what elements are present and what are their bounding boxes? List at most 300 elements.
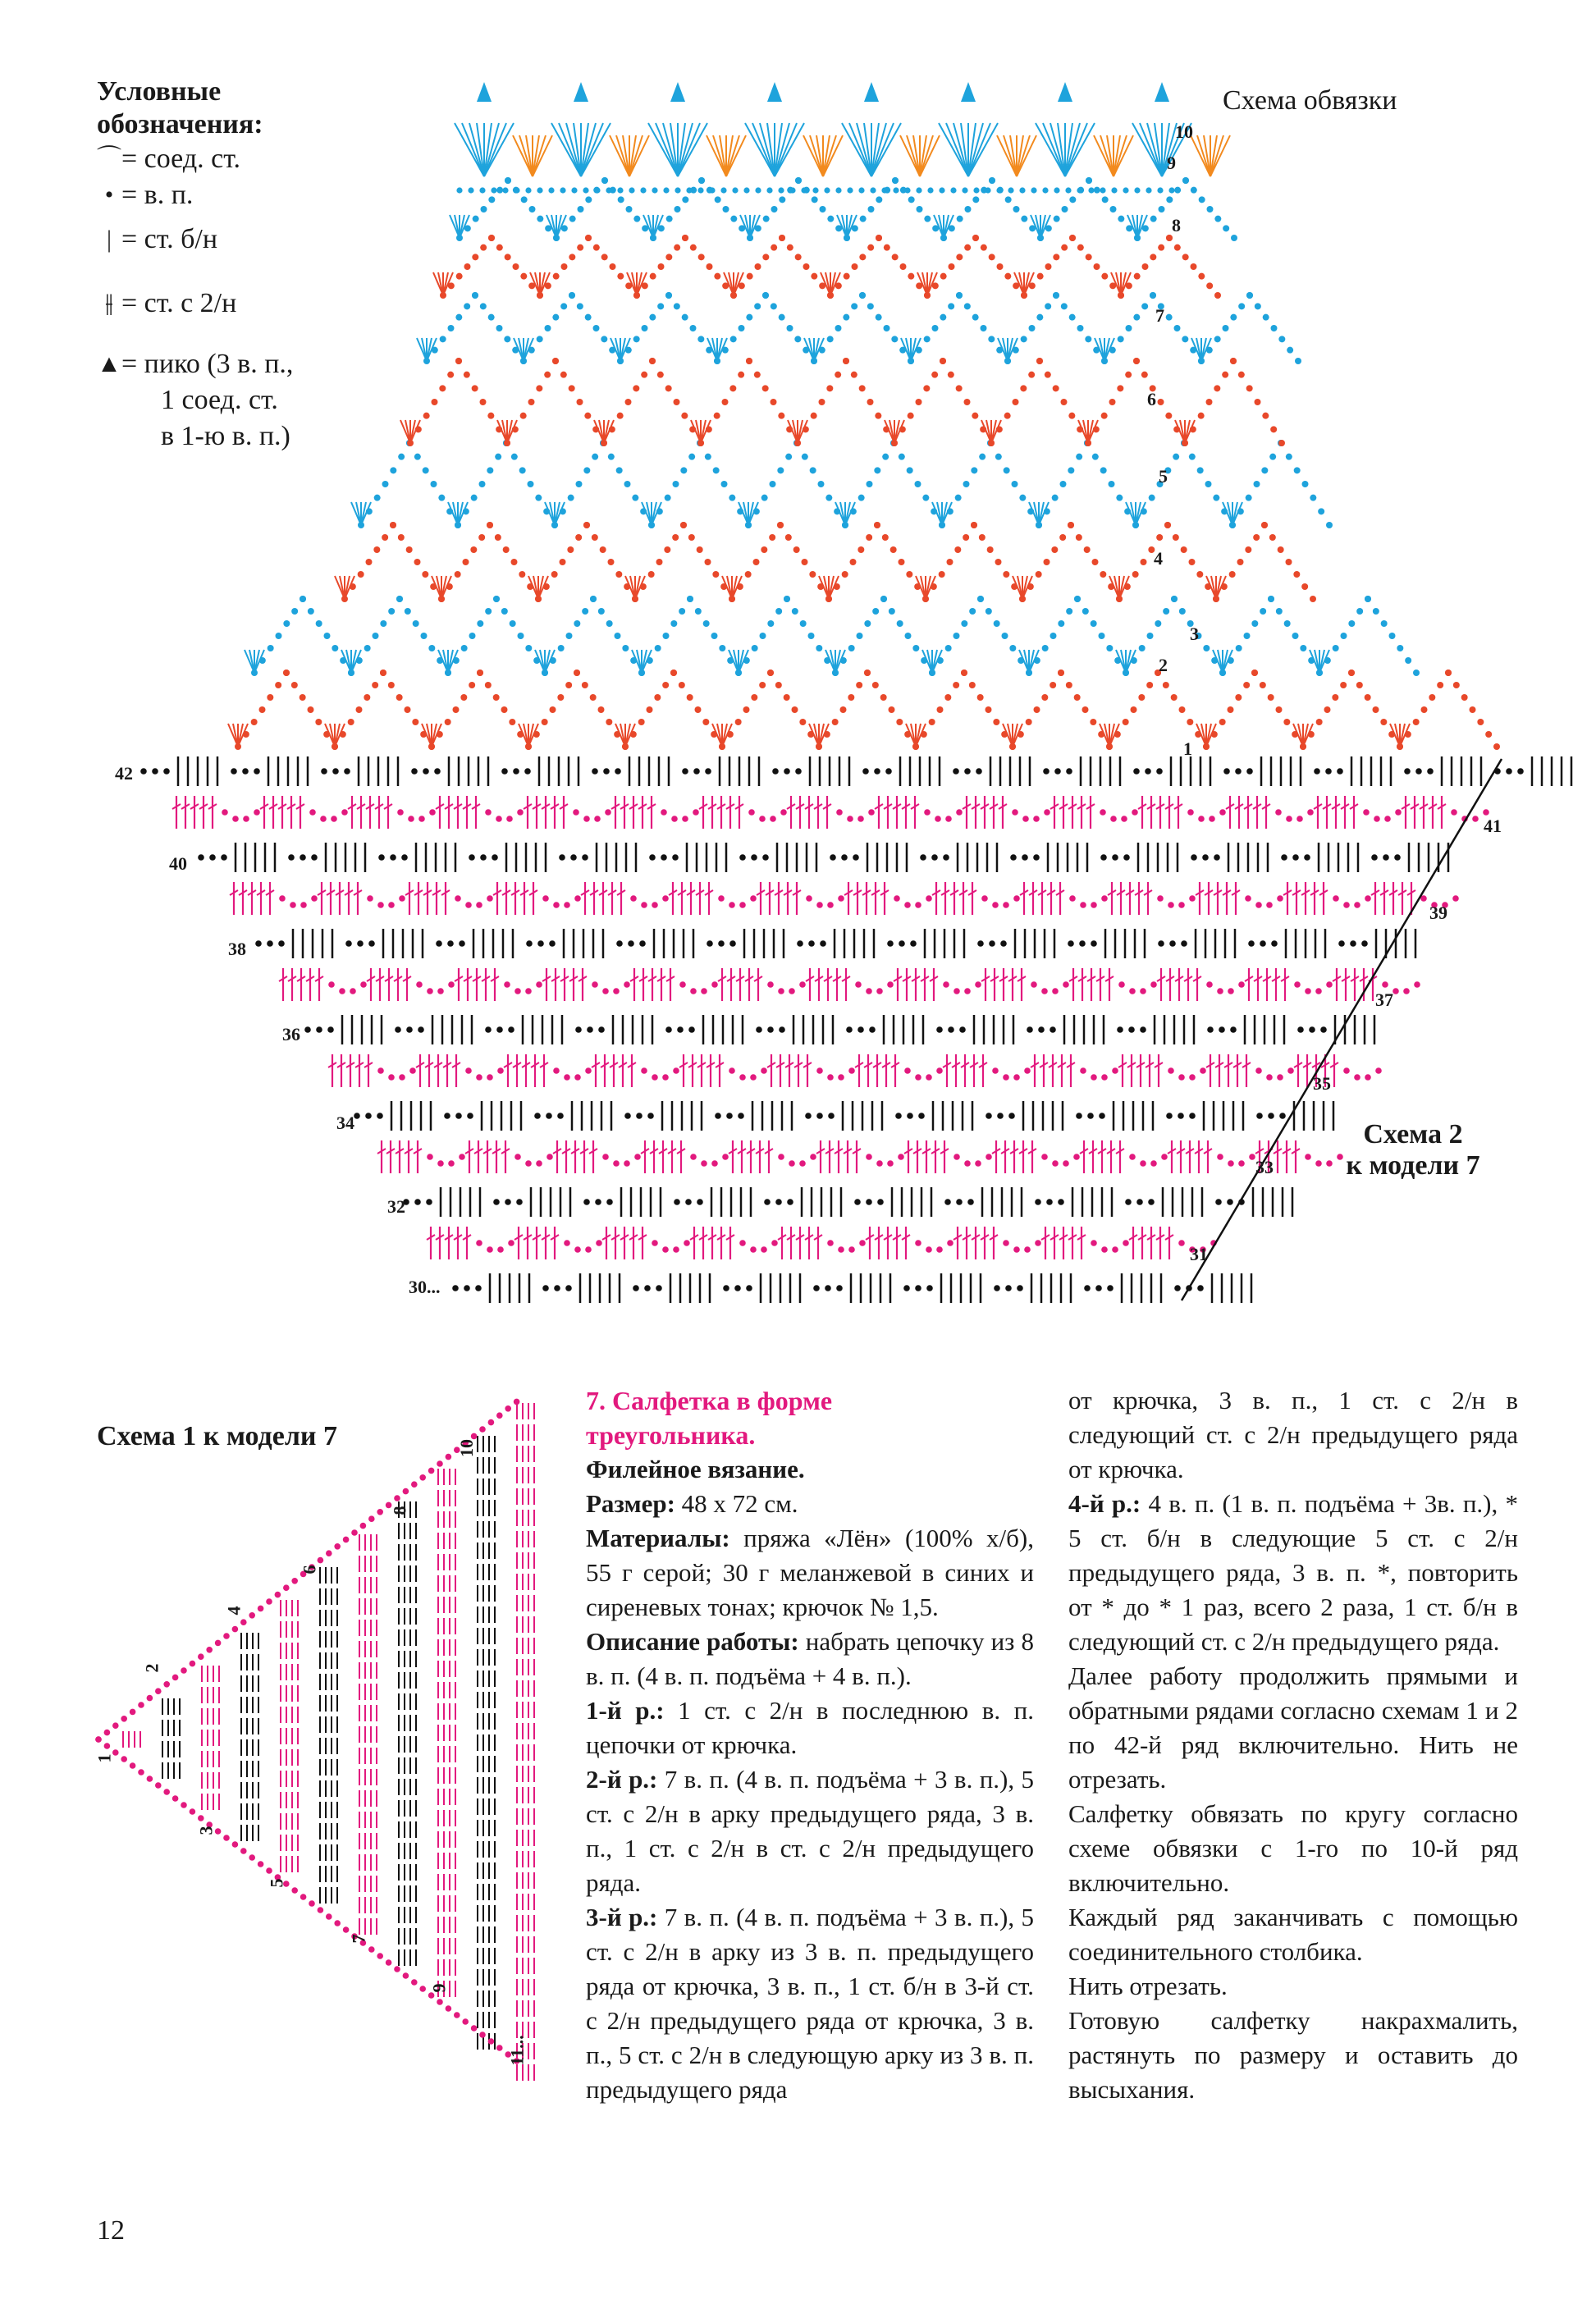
- chain-stitch-dot: [469, 854, 475, 861]
- chain-stitch-dot: [309, 1900, 315, 1907]
- chain-stitch-dot: [350, 988, 356, 994]
- edging-row-label: 8: [1172, 215, 1181, 235]
- chain-stitch-dot: [948, 303, 954, 309]
- chain-stitch-dot: [701, 1160, 707, 1167]
- chain-stitch-dot: [328, 981, 335, 988]
- chain-stitch-dot: [585, 1067, 592, 1074]
- chain-stitch-dot: [373, 633, 379, 639]
- chain-stitch-dot: [1031, 187, 1036, 193]
- chain-stitch-dot: [368, 1515, 375, 1522]
- chain-stitch-dot: [844, 273, 850, 280]
- chain-stitch-dot: [739, 325, 745, 331]
- chain-stitch-dot: [985, 187, 990, 193]
- chain-stitch-dot: [709, 187, 715, 193]
- chain-stitch-dot: [770, 816, 776, 822]
- chain-stitch-dot: [759, 682, 766, 688]
- chain-stitch-dot: [535, 495, 542, 501]
- chain-stitch-dot: [1066, 608, 1072, 615]
- chain-stitch-dot: [416, 981, 423, 988]
- chain-stitch-dot: [448, 981, 455, 988]
- chain-stitch-dot: [1206, 981, 1213, 988]
- chain-stitch-dot: [487, 895, 493, 902]
- chain-stitch-dot: [813, 1285, 820, 1291]
- chain-stitch-dot: [784, 694, 790, 701]
- chain-stitch-dot: [577, 303, 583, 309]
- chain-stitch-dot: [897, 620, 903, 627]
- chain-stitch-dot: [673, 1067, 679, 1074]
- chain-stitch-dot: [1126, 325, 1132, 331]
- chain-stitch-dot: [496, 325, 503, 331]
- chain-stitch-dot: [662, 1246, 669, 1253]
- chain-stitch-dot: [1320, 1026, 1327, 1033]
- row4-label: 4-й р.:: [1068, 1489, 1141, 1518]
- chain-stitch-dot: [729, 385, 736, 391]
- chain-stitch-dot: [795, 177, 802, 184]
- chain-stitch-dot: [820, 940, 826, 947]
- scheme2-row-label: 36: [282, 1024, 300, 1044]
- chain-stitch-dot: [896, 719, 903, 725]
- chain-stitch-dot: [940, 314, 946, 321]
- chain-stitch-dot: [485, 1026, 492, 1033]
- chain-stitch-dot: [487, 522, 493, 528]
- chain-stitch-dot: [1101, 413, 1108, 419]
- chain-stitch-dot: [1178, 1240, 1185, 1246]
- chain-stitch-dot: [606, 1199, 613, 1205]
- chain-stitch-dot: [610, 263, 616, 270]
- scheme2-row-label: 31: [1190, 1244, 1208, 1264]
- chain-stitch-dot: [972, 196, 979, 203]
- chain-stitch-dot: [1060, 481, 1067, 487]
- chain-stitch-dot: [434, 768, 441, 775]
- chain-stitch-dot: [992, 902, 999, 908]
- chain-stitch-dot: [718, 940, 725, 947]
- chain-stitch-dot: [868, 206, 875, 213]
- chain-stitch-dot: [756, 1026, 762, 1033]
- chain-stitch-dot: [602, 988, 609, 994]
- chain-stitch-dot: [848, 1246, 855, 1253]
- chain-stitch-dot: [418, 1026, 424, 1033]
- chain-stitch-dot: [615, 571, 622, 578]
- chain-stitch-dot: [431, 481, 437, 487]
- chain-stitch-dot: [275, 1592, 281, 1598]
- chain-stitch-dot: [1033, 816, 1040, 822]
- chain-stitch-dot: [1004, 413, 1011, 419]
- chain-stitch-dot: [719, 645, 725, 651]
- chain-stitch-dot: [820, 206, 826, 213]
- chain-stitch-dot: [711, 1160, 718, 1167]
- chain-stitch-dot: [761, 495, 768, 501]
- chain-stitch-dot: [388, 682, 395, 688]
- chain-stitch-dot: [608, 454, 615, 460]
- chain-stitch-dot: [1123, 187, 1128, 193]
- chain-stitch-dot: [1022, 816, 1029, 822]
- chain-stitch-dot: [628, 940, 634, 947]
- chain-stitch-dot: [677, 1026, 684, 1033]
- chain-stitch-dot: [617, 413, 624, 419]
- chain-stitch-dot: [854, 1199, 861, 1205]
- chain-stitch-dot: [847, 816, 853, 822]
- chain-stitch-dot: [1050, 1026, 1056, 1033]
- chain-stitch-dot: [785, 534, 792, 541]
- chain-stitch-dot: [1150, 981, 1157, 988]
- chain-stitch-dot: [567, 546, 574, 553]
- chain-stitch-dot: [497, 1246, 504, 1253]
- chain-stitch-dot: [1013, 1246, 1020, 1253]
- chain-stitch-dot: [775, 1199, 782, 1205]
- chain-stitch-dot: [382, 534, 388, 541]
- chain-stitch-dot: [739, 854, 746, 861]
- chain-stitch-dot: [858, 187, 864, 193]
- chain-stitch-dot: [811, 273, 817, 280]
- chain-stitch-dot: [505, 1405, 511, 1412]
- chain-stitch-dot: [663, 633, 670, 639]
- edging-row-label: 1: [1183, 738, 1192, 759]
- chain-stitch-dot: [1150, 1160, 1157, 1167]
- chain-stitch-dot: [618, 196, 624, 203]
- chain-stitch-dot: [947, 1240, 953, 1246]
- chain-stitch-dot: [1139, 645, 1146, 651]
- chain-stitch-dot: [707, 940, 713, 947]
- chain-stitch-dot: [1099, 633, 1105, 639]
- chain-stitch-dot: [138, 1702, 144, 1708]
- chain-stitch-dot: [445, 719, 451, 725]
- chain-stitch-dot: [1271, 940, 1278, 947]
- legend-text-tr: = ст. с 2/н: [121, 288, 237, 318]
- chain-stitch-dot: [1445, 670, 1452, 676]
- chain-stitch-dot: [997, 1113, 1004, 1119]
- chain-stitch-dot: [1107, 1285, 1114, 1291]
- chain-stitch-dot: [830, 854, 836, 861]
- chain-stitch-dot: [1086, 177, 1092, 184]
- chain-stitch-dot: [1217, 988, 1223, 994]
- chain-stitch-dot: [1148, 1199, 1155, 1205]
- chain-stitch-dot: [1235, 694, 1242, 701]
- chain-stitch-dot: [649, 314, 656, 321]
- chain-stitch-dot: [943, 981, 949, 988]
- chain-stitch-dot: [866, 988, 872, 994]
- chain-stitch-dot: [1310, 495, 1316, 501]
- chain-stitch-dot: [926, 1074, 932, 1081]
- chain-stitch-dot: [843, 358, 849, 364]
- chain-stitch-dot: [616, 940, 623, 947]
- chain-stitch-dot: [832, 719, 839, 725]
- chain-stitch-dot: [477, 670, 483, 676]
- chain-stitch-dot: [1214, 292, 1221, 299]
- chain-stitch-dot: [422, 571, 428, 578]
- chain-stitch-dot: [1174, 245, 1181, 251]
- chain-stitch-dot: [726, 1113, 733, 1119]
- chain-stitch-dot: [1118, 216, 1124, 222]
- chain-stitch-dot: [1118, 981, 1125, 988]
- chain-stitch-dot: [1251, 620, 1258, 627]
- edging-row-label: 10: [1175, 121, 1193, 142]
- chain-stitch-dot: [1189, 895, 1196, 902]
- chain-stitch-dot: [488, 314, 495, 321]
- chain-stitch-dot: [1203, 645, 1210, 651]
- chain-stitch-dot: [1286, 816, 1292, 822]
- chain-stitch-dot: [506, 816, 513, 822]
- chain-stitch-dot: [806, 895, 812, 902]
- chain-stitch-dot: [707, 263, 713, 270]
- stitch-line: [1004, 135, 1017, 176]
- chain-stitch-dot: [1165, 413, 1172, 419]
- chain-stitch-dot: [1036, 358, 1043, 364]
- chain-stitch-dot: [1179, 706, 1186, 713]
- chain-stitch-dot: [657, 303, 664, 309]
- chain-stitch-dot: [977, 940, 984, 947]
- chain-stitch-dot: [647, 1113, 654, 1119]
- scheme2-row-label: 34: [336, 1113, 354, 1133]
- chain-stitch-dot: [575, 1026, 582, 1033]
- chain-stitch-dot: [671, 816, 678, 822]
- chain-stitch-dot: [1315, 1160, 1322, 1167]
- chain-stitch-dot: [584, 413, 591, 419]
- chain-stitch-dot: [1036, 314, 1043, 321]
- chain-stitch-dot: [772, 768, 779, 775]
- chain-stitch-dot: [1191, 263, 1197, 270]
- chain-stitch-dot: [590, 694, 597, 701]
- chain-stitch-dot: [1091, 1240, 1097, 1246]
- chain-stitch-dot: [1068, 467, 1074, 473]
- chain-stitch-dot: [1142, 263, 1149, 270]
- chain-stitch-dot: [495, 534, 501, 541]
- chain-stitch-dot: [517, 809, 524, 816]
- chain-stitch-dot: [870, 187, 876, 193]
- chain-stitch-dot: [729, 902, 735, 908]
- chain-stitch-dot: [662, 682, 669, 688]
- single-crochet-icon: |: [106, 226, 112, 253]
- chain-stitch-dot: [419, 1474, 426, 1481]
- chain-stitch-dot: [595, 1199, 601, 1205]
- chain-stitch-dot: [1403, 988, 1410, 994]
- chain-stitch-dot: [1150, 254, 1156, 260]
- legend-text-slip: = соед. ст.: [121, 144, 241, 174]
- chain-stitch-dot: [1228, 706, 1234, 713]
- chain-stitch-dot: [752, 645, 758, 651]
- chain-stitch-dot: [564, 1074, 570, 1081]
- chain-stitch-dot: [1373, 608, 1379, 615]
- chain-stitch-dot: [426, 1199, 432, 1205]
- chain-stitch-dot: [899, 559, 905, 565]
- chain-stitch-dot: [722, 1154, 729, 1160]
- chain-stitch-dot: [1246, 768, 1253, 775]
- chain-stitch-dot: [650, 273, 656, 280]
- chain-stitch-dot: [826, 385, 833, 391]
- chain-stitch-dot: [390, 522, 396, 528]
- chain-stitch-dot: [368, 940, 375, 947]
- chain-stitch-dot: [762, 854, 769, 861]
- picot-icon: [961, 82, 976, 102]
- chain-stitch-dot: [357, 940, 364, 947]
- chain-stitch-dot: [1100, 467, 1107, 473]
- chain-stitch-dot: [423, 768, 429, 775]
- chain-stitch-dot: [423, 413, 430, 419]
- chain-stitch-dot: [291, 1578, 298, 1584]
- chain-stitch-dot: [601, 336, 607, 342]
- chain-stitch-dot: [569, 292, 575, 299]
- chain-stitch-dot: [1269, 454, 1276, 460]
- chain-stitch-dot: [802, 454, 808, 460]
- chain-stitch-dot: [155, 1688, 162, 1694]
- chain-stitch-dot: [524, 768, 531, 775]
- chain-stitch-dot: [121, 1756, 127, 1762]
- chain-stitch-dot: [633, 216, 640, 222]
- chain-stitch-dot: [332, 645, 338, 651]
- chain-stitch-dot: [838, 1246, 844, 1253]
- chain-stitch-dot: [561, 263, 568, 270]
- chain-stitch-dot: [1365, 1074, 1371, 1081]
- chain-stitch-dot: [937, 706, 944, 713]
- stitch-line: [726, 135, 739, 176]
- chain-stitch-dot: [931, 372, 938, 378]
- chain-stitch-dot: [368, 1946, 375, 1953]
- chain-stitch-dot: [469, 633, 476, 639]
- chain-stitch-dot: [848, 694, 854, 701]
- chain-stitch-dot: [1112, 1246, 1118, 1253]
- chain-stitch-dot: [276, 633, 282, 639]
- chain-stitch-dot: [1383, 854, 1389, 861]
- chain-stitch-dot: [582, 682, 588, 688]
- chain-stitch-dot: [408, 816, 414, 822]
- chain-stitch-dot: [1340, 682, 1347, 688]
- chain-stitch-dot: [436, 940, 442, 947]
- chain-stitch-dot: [795, 254, 802, 260]
- chain-stitch-dot: [944, 1199, 951, 1205]
- chain-stitch-dot: [639, 940, 646, 947]
- chain-stitch-dot: [766, 187, 772, 193]
- chain-stitch-dot: [1356, 682, 1363, 688]
- chain-stitch-dot: [945, 816, 952, 822]
- chain-stitch-dot: [1141, 559, 1147, 565]
- chain-stitch-dot: [440, 336, 446, 342]
- chain-stitch-dot: [1182, 177, 1189, 184]
- chain-stitch-dot: [860, 216, 867, 222]
- chain-stitch-dot: [1332, 694, 1338, 701]
- chain-stitch-dot: [1131, 706, 1137, 713]
- chain-stitch-dot: [290, 902, 296, 908]
- scheme2-row-label: 40: [169, 853, 187, 874]
- chain-stitch-dot: [936, 1246, 943, 1253]
- legend-title-1: Условные: [97, 76, 222, 107]
- chain-stitch-dot: [279, 895, 286, 902]
- col2-p1: от крючка, 3 в. п., 1 ст. с 2/н в следующий ст. с 2/н предыдущего ряда от крючка.: [1068, 1386, 1518, 1483]
- chain-stitch-dot: [885, 768, 892, 775]
- chain-stitch-dot: [502, 187, 508, 193]
- chain-stitch-dot: [1140, 1160, 1146, 1167]
- chain-stitch-dot: [364, 694, 370, 701]
- chain-stitch-dot: [1171, 694, 1178, 701]
- chain-stitch-dot: [872, 682, 879, 688]
- chain-stitch-dot: [403, 1488, 409, 1495]
- chain-stitch-dot: [1199, 196, 1205, 203]
- chain-stitch-dot: [1068, 413, 1075, 419]
- chain-stitch-dot: [570, 854, 577, 861]
- chain-stitch-dot: [560, 559, 566, 565]
- chain-stitch-dot: [1483, 809, 1489, 816]
- chain-stitch-dot: [855, 981, 862, 988]
- chain-stitch-dot: [461, 645, 468, 651]
- chain-stitch-dot: [767, 670, 774, 676]
- chain-stitch-dot: [624, 481, 631, 487]
- chain-stitch-dot: [882, 454, 889, 460]
- chain-stitch-dot: [1013, 895, 1020, 902]
- chain-stitch-dot: [130, 1709, 136, 1716]
- chain-stitch-dot: [1207, 1026, 1214, 1033]
- chain-stitch-dot: [1278, 336, 1285, 342]
- chain-stitch-dot: [377, 902, 384, 908]
- chain-stitch-dot: [923, 385, 930, 391]
- chain-stitch-dot: [1031, 981, 1037, 988]
- chain-stitch-dot: [1287, 347, 1293, 354]
- chain-stitch-dot: [1230, 358, 1237, 364]
- chain-stitch-dot: [858, 495, 865, 501]
- chain-stitch-dot: [223, 1633, 230, 1639]
- edging-row-label: 7: [1155, 305, 1164, 326]
- chain-stitch-dot: [1150, 292, 1156, 299]
- chain-stitch-dot: [889, 608, 895, 615]
- chain-stitch-dot: [1061, 399, 1068, 405]
- chain-stitch-dot: [673, 481, 679, 487]
- chain-stitch-dot: [519, 467, 526, 473]
- chain-stitch-dot: [989, 177, 995, 184]
- chain-stitch-dot: [840, 706, 847, 713]
- chain-stitch-dot: [600, 546, 606, 553]
- chain-stitch-dot: [1181, 546, 1187, 553]
- scheme1-label: 9: [428, 1983, 450, 1993]
- chain-stitch-dot: [427, 1154, 433, 1160]
- chain-stitch-dot: [163, 768, 170, 775]
- chain-stitch-dot: [771, 206, 778, 213]
- chain-stitch-dot: [767, 1026, 774, 1033]
- chain-stitch-dot: [1063, 1160, 1069, 1167]
- chain-stitch-dot: [1166, 196, 1173, 203]
- chain-stitch-dot: [386, 1959, 392, 1966]
- chain-stitch-dot: [255, 940, 262, 947]
- chain-stitch-dot: [1281, 854, 1287, 861]
- chain-stitch-dot: [848, 1067, 855, 1074]
- chain-stitch-dot: [172, 1795, 179, 1802]
- chain-stitch-dot: [249, 1854, 255, 1861]
- chain-stitch-dot: [1076, 534, 1082, 541]
- chain-stitch-dot: [846, 1026, 853, 1033]
- chain-stitch-dot: [975, 981, 981, 988]
- chain-stitch-dot: [412, 719, 418, 725]
- chain-stitch-dot: [1171, 596, 1178, 602]
- chain-stitch-dot: [596, 1240, 602, 1246]
- chain-stitch-dot: [827, 1074, 834, 1081]
- chain-stitch-dot: [1125, 1199, 1132, 1205]
- chain-stitch-dot: [899, 454, 905, 460]
- chain-stitch-dot: [947, 559, 953, 565]
- chain-stitch-dot: [688, 1026, 695, 1033]
- stitch-line: [566, 123, 581, 176]
- chain-stitch-dot: [268, 645, 274, 651]
- chain-stitch-dot: [291, 682, 298, 688]
- chain-stitch-dot: [455, 571, 461, 578]
- chain-stitch-dot: [1283, 719, 1290, 725]
- chain-stitch-dot: [485, 608, 492, 615]
- chain-stitch-dot: [1077, 245, 1084, 251]
- scheme2-row-label: 42: [115, 763, 133, 784]
- chain-stitch-dot: [316, 1026, 322, 1033]
- chain-stitch-dot: [613, 1160, 620, 1167]
- chain-stitch-dot: [360, 1523, 367, 1529]
- chain-stitch-dot: [1013, 206, 1020, 213]
- chain-stitch-dot: [1255, 1067, 1262, 1074]
- chain-stitch-dot: [578, 206, 584, 213]
- chain-stitch-dot: [568, 495, 574, 501]
- chain-stitch-dot: [904, 902, 911, 908]
